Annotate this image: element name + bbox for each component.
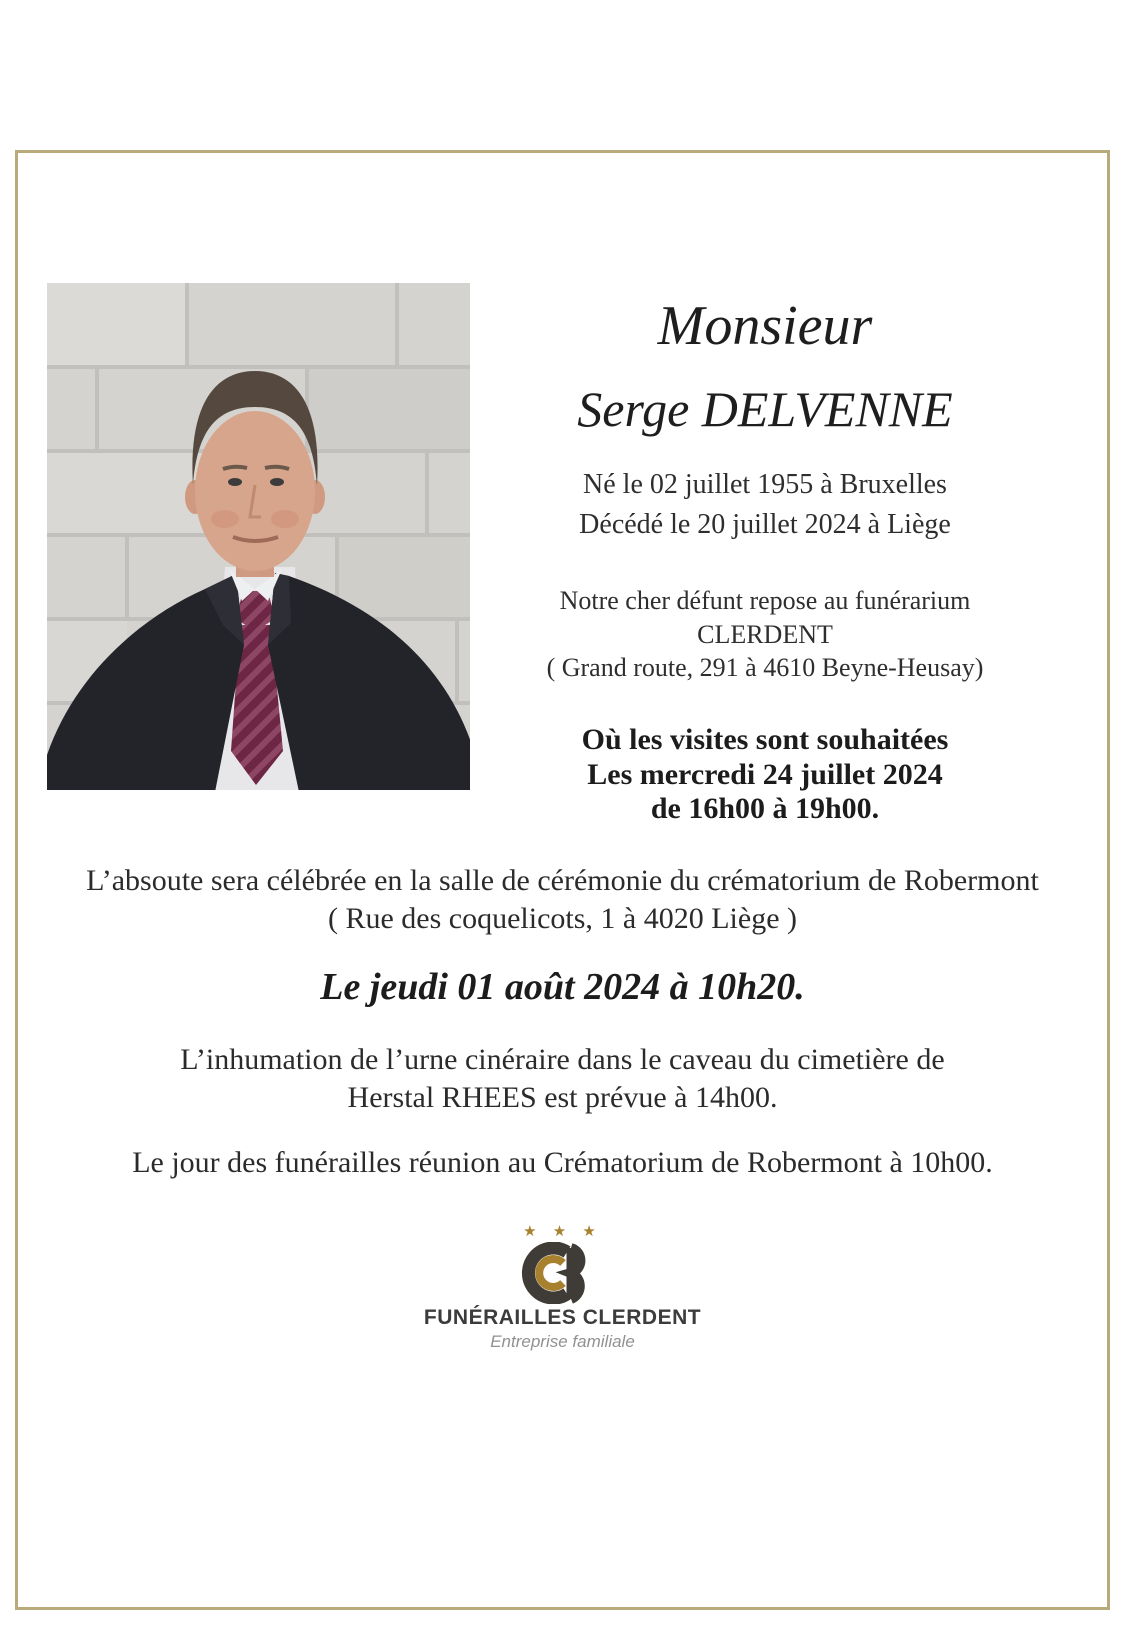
repose-info <box>490 584 1040 685</box>
logo-stars-icon: ★ ★ ★ <box>523 1223 602 1240</box>
ceremony-details <box>45 862 1080 1180</box>
burial-line-1: L’inhumation de l’urne cinéraire dans le caveau du cimetière de <box>180 1043 945 1076</box>
ceremony-line-2: ( Rue des coquelicots, 1 à 4020 Liège ) <box>327 901 798 935</box>
death-line: Décédé le 20 juillet 2024 à Liège <box>579 509 951 541</box>
ceremony-line-1: L’absoute sera célébrée en la salle de cérémonie du crématorium de Robermont <box>86 864 1039 897</box>
birth-line: Né le 02 juillet 1955 à Bruxelles <box>583 468 947 500</box>
company-tagline: Entreprise familiale <box>490 1332 635 1351</box>
clerdent-logo-icon <box>503 1242 623 1304</box>
repose-line-2: ( Grand route, 291 à 4610 Beyne-Heusay) <box>546 653 984 683</box>
meeting-line: Le jour des funérailles réunion au Crématorium de Robermont à 10h00. <box>132 1146 993 1179</box>
visits-heading: Où les visites sont souhaitées <box>581 723 949 757</box>
vital-dates <box>490 465 1040 546</box>
visits-hours: de 16h00 à 19h00. <box>650 792 880 826</box>
portrait-photo <box>47 283 470 790</box>
deceased-name: Serge DELVENNE <box>577 380 953 437</box>
title-monsieur: Monsieur <box>657 295 873 357</box>
announcement-header <box>490 296 1040 827</box>
repose-line-1: Notre cher défunt repose au funérarium CLERDENT <box>559 585 971 649</box>
ceremony-datetime: Le jeudi 01 août 2024 à 10h20. <box>320 966 805 1008</box>
burial-info <box>45 1041 1080 1116</box>
visits-date: Les mercredi 24 juillet 2024 <box>587 757 943 791</box>
visits-info <box>490 723 1040 827</box>
company-name: FUNÉRAILLES CLERDENT <box>423 1306 702 1329</box>
burial-line-2: Herstal RHEES est prévue à 14h00. <box>347 1080 778 1114</box>
funeral-home-footer <box>0 1222 1125 1352</box>
ceremony-info <box>45 862 1080 937</box>
